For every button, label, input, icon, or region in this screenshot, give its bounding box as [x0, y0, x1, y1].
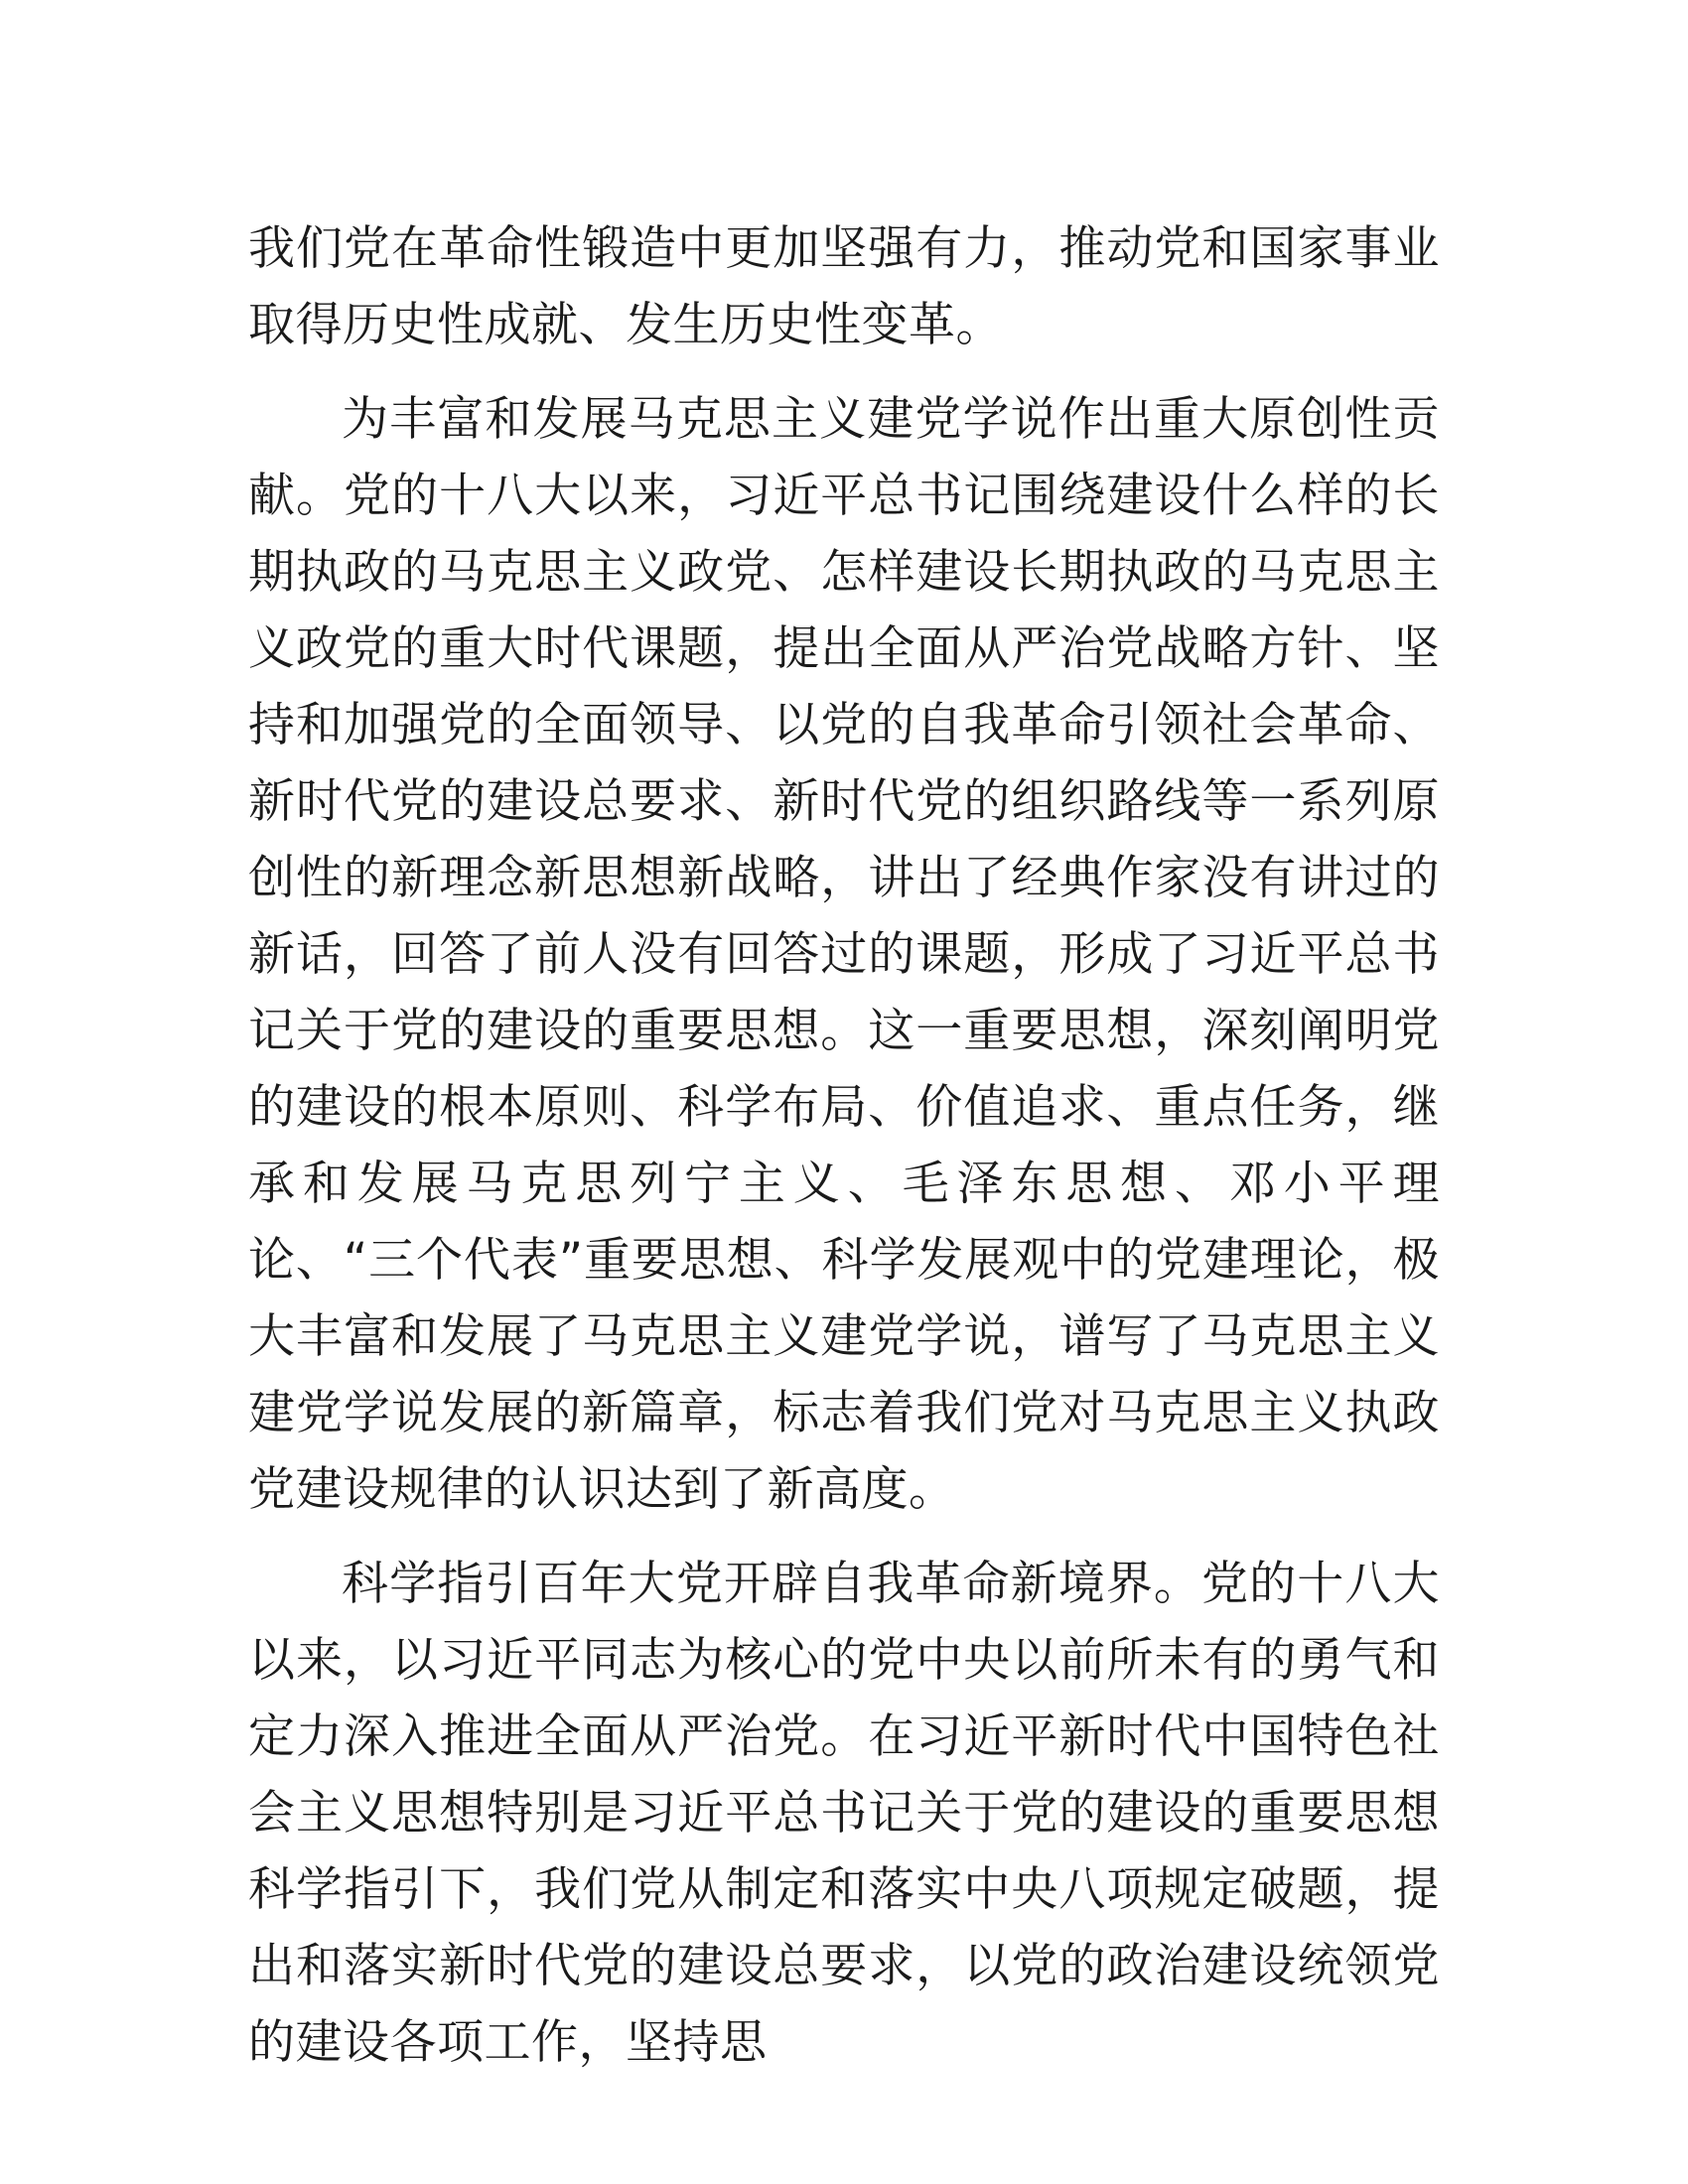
paragraph-1: 我们党在革命性锻造中更加坚强有力，推动党和国家事业取得历史性成就、发生历史性变革。	[248, 221, 1440, 352]
paragraph-3: 科学指引百年大党开辟自我革命新境界。党的十八大以来，以习近平同志为核心的党中央以前所未有的勇气和定力深入推进全面从严治党。在习近平新时代中国特色社会主义思想特别是习近平总书记关于党的建设的重要思想科学指引下，我们党从制定和落实中央八项规定破题，提出和落实新时代党的建设总要求，以党的政治建设统领党的建设各项工作，坚持思	[248, 1557, 1440, 2070]
body-text	[248, 210, 1440, 2081]
paragraph-2: 为丰富和发展马克思主义建党学说作出重大原创性贡献。党的十八大以来，习近平总书记围绕建设什么样的长期执政的马克思主义政党、怎样建设长期执政的马克思主义政党的重大时代课题，提出全面从严治党战略方针、坚持和加强党的全面领导、以党的自我革命引领社会革命、新时代党的建设总要求、新时代党的组织路线等一系列原创性的新理念新思想新战略，讲出了经典作家没有讲过的新话，回答了前人没有回答过的课题，形成了习近平总书记关于党的建设的重要思想。这一重要思想，深刻阐明党的建设的根本原则、科学布局、价值追求、重点任务，继承和发展马克思列宁主义、毛泽东思想、邓小平理论、“三个代表”重要思想、科学发展观中的党建理论，极大丰富和发展了马克思主义建党学说，谱写了马克思主义建党学说发展的新篇章，标志着我们党对马克思主义执政党建设规律的认识达到了新高度。	[248, 392, 1440, 1517]
